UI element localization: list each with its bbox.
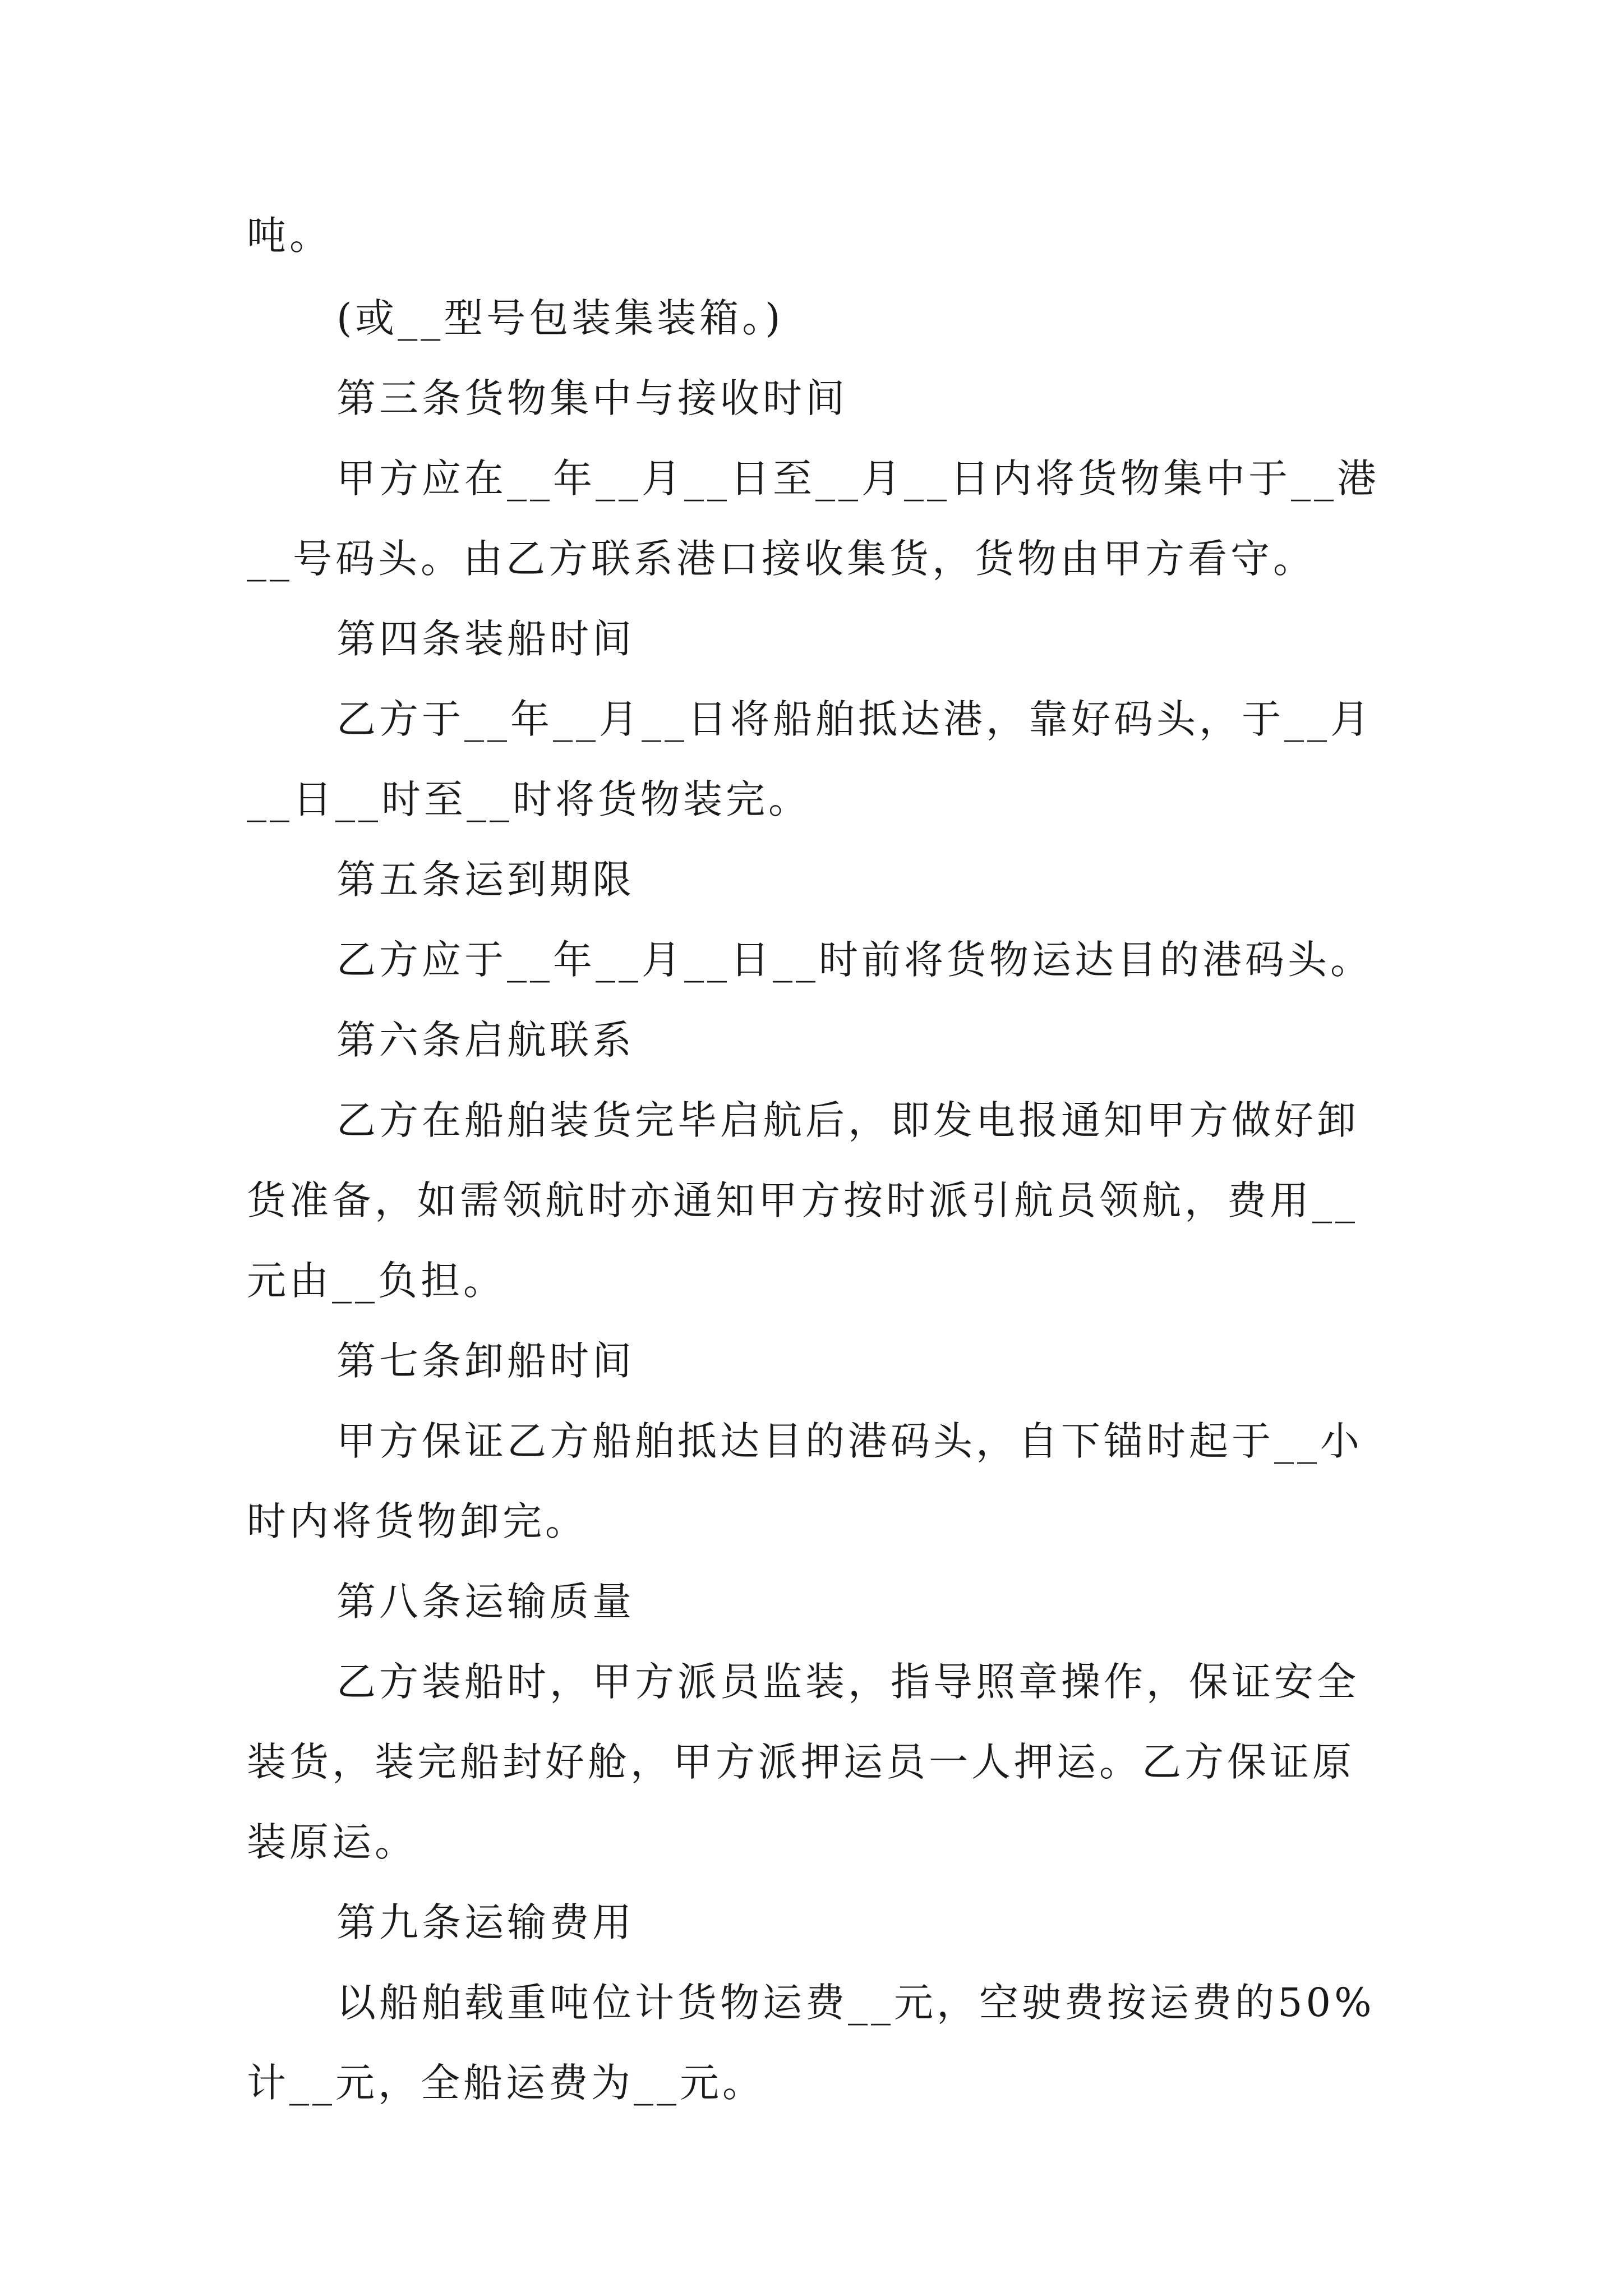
section-heading: 第三条货物集中与接收时间 — [336, 375, 848, 421]
section-heading: 第九条运输费用 — [336, 1899, 635, 1945]
text-line: 计__元，全船运费为__元。 — [247, 2060, 765, 2106]
section-heading: 第七条卸船时间 — [336, 1338, 635, 1384]
text-line: 装货，装完船封好舱，甲方派押运员一人押运。乙方保证原 — [247, 1739, 1355, 1785]
text-line: 乙方装船时，甲方派员监装，指导照章操作，保证安全 — [336, 1659, 1359, 1705]
text-line: (或__型号包装集装箱。) — [336, 295, 784, 341]
text-line: __日__时至__时将货物装完。 — [247, 776, 811, 822]
section-heading: 第五条运到期限 — [336, 857, 635, 903]
text-line: 乙方在船舶装货完毕启航后，即发电报通知甲方做好卸 — [336, 1097, 1359, 1143]
text-line: 甲方应在__年__月__日至__月__日内将货物集中于__港 — [336, 455, 1380, 501]
section-heading: 第六条启航联系 — [336, 1017, 635, 1063]
text-line: 元由__负担。 — [247, 1258, 506, 1304]
text-line: 货准备，如需领航时亦通知甲方按时派引航员领航，费用__ — [247, 1177, 1358, 1223]
text-line: 吨。 — [247, 213, 332, 259]
section-heading: 第八条运输质量 — [336, 1579, 635, 1625]
text-line: __号码头。由乙方联系港口接收集货，货物由甲方看守。 — [247, 536, 1316, 582]
text-line: 以船舶载重吨位计货物运费__元，空驶费按运费的50% — [336, 1980, 1375, 2026]
text-line: 乙方于__年__月__日将船舶抵达港，靠好码头，于__月 — [336, 696, 1373, 742]
text-line: 时内将货物卸完。 — [247, 1498, 588, 1544]
text-line: 乙方应于__年__月__日__时前将货物运达目的港码头。 — [336, 937, 1373, 983]
text-line: 装原运。 — [247, 1819, 417, 1865]
text-line: 甲方保证乙方船舶抵达目的港码头，自下锚时起于__小 — [336, 1418, 1363, 1464]
section-heading: 第四条装船时间 — [336, 616, 635, 662]
